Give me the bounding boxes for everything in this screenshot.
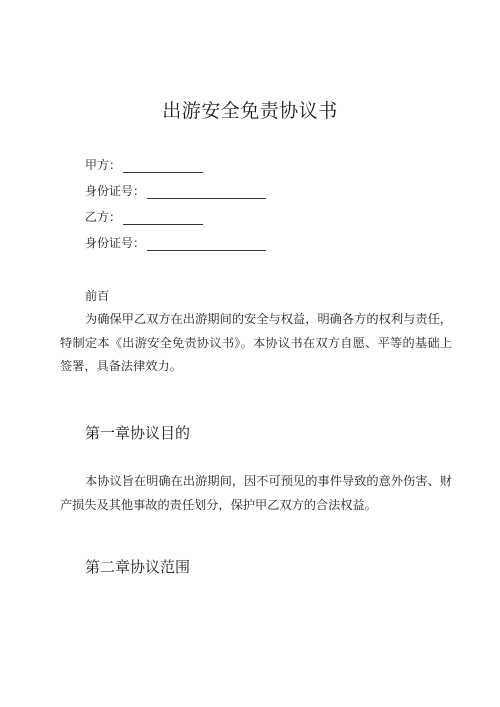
party-a-id-label: 身份证号： (85, 184, 146, 198)
party-a-id-field (85, 182, 266, 199)
party-b-blank-line (123, 212, 203, 225)
party-b-field (85, 208, 203, 225)
party-b-id-blank-line (147, 238, 266, 251)
party-b-id-label: 身份证号： (85, 236, 146, 250)
party-a-id-blank-line (147, 186, 266, 199)
party-a-blank-line (123, 160, 203, 173)
chapter-1-paragraph: 本协议旨在明确在出游期间，因不可预见的事件导致的意外伤害、财产损失及其他事故的责任划分，保护甲乙双方的合法权益。 (60, 474, 452, 512)
chapter-2-heading: 第二章协议范围 (85, 558, 191, 576)
preface-paragraph: 为确保甲乙双方在出游期间的安全与权益，明确各方的权利与责任，特制定本《出游安全免责协议书》。本协议书在双方自愿、平等的基础上签署，具备法律效力。 (60, 312, 452, 373)
party-a-label: 甲方： (85, 158, 122, 172)
document-title: 出游安全免责协议书 (162, 100, 338, 122)
chapter-1-heading: 第一章协议目的 (85, 424, 191, 442)
preface-label: 前百 (85, 289, 110, 303)
party-b-label: 乙方： (85, 210, 122, 224)
party-b-id-field (85, 234, 266, 251)
party-a-field (85, 156, 203, 173)
